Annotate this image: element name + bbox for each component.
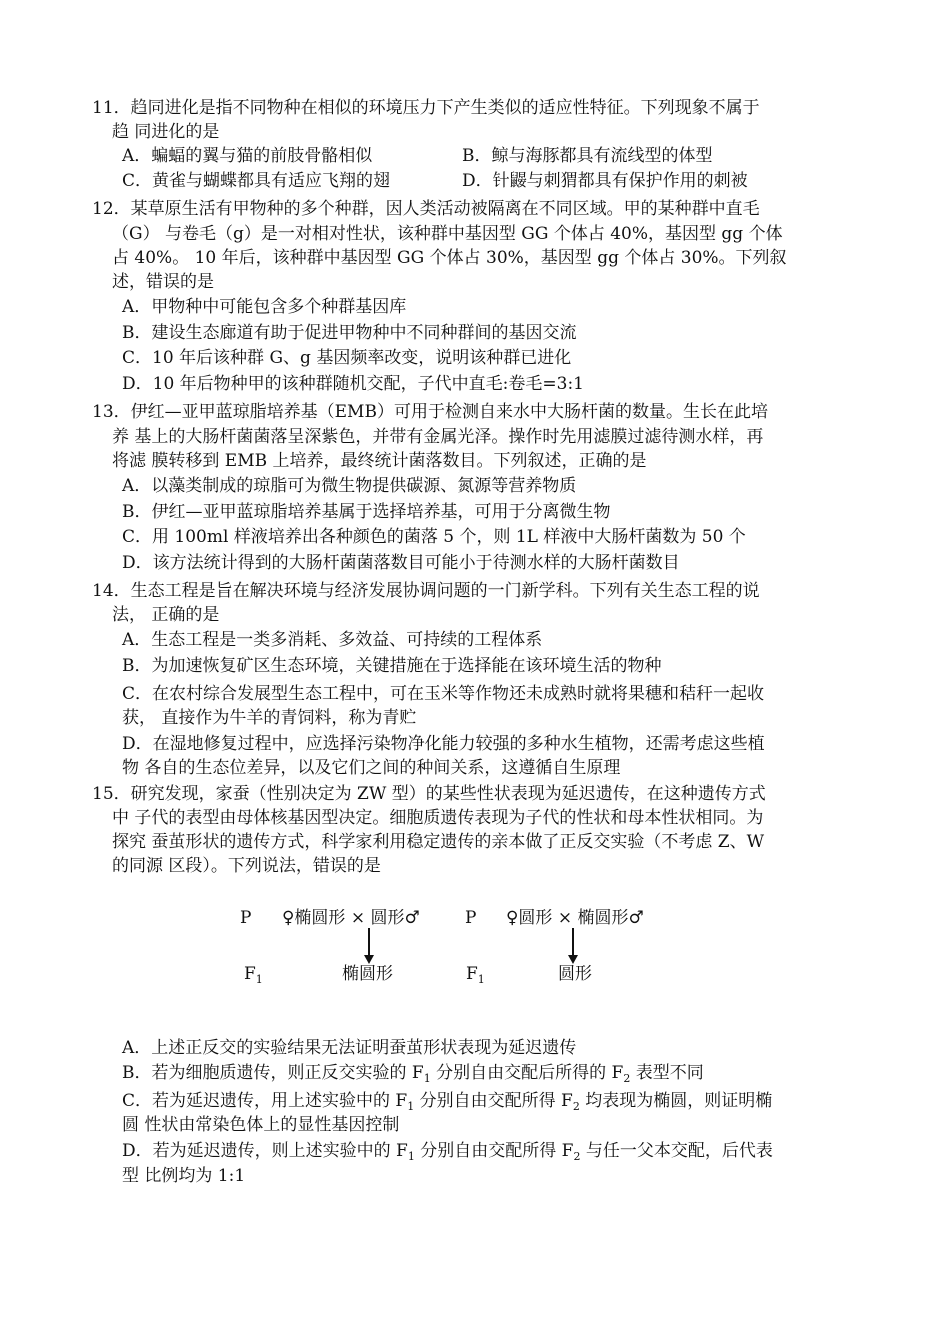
q14-option-c-line2: 获， 直接作为牛羊的青饲料，称为青贮 [122, 708, 417, 728]
cross1-p-label: P [240, 908, 252, 928]
cross-diagram [240, 900, 680, 996]
q12-stem-line2: （G） 与卷毛（g）是一对相对性状，该种群中基因型 GG 个体占 40%，基因型 gg 个体 [112, 224, 783, 244]
cross1-f1-label: $F_1$ [244, 964, 263, 986]
q15-option-b: B．若为细胞质遗传，则正反交实验的 $F_1$ 分别自由交配后所得的 $F_2$ 表型不同 [122, 1063, 704, 1085]
cross2-parents: ♀圆形 × 椭圆形♂ [506, 908, 644, 928]
cross1-f1-result: 椭圆形 [342, 964, 393, 984]
q11-option-c: C．黄雀与蝴蝶都具有适应飞翔的翅 [122, 171, 391, 191]
q13-stem-line2: 养 基上的大肠杆菌菌落呈深紫色，并带有金属光泽。操作时先用滤膜过滤待测水样，再 [112, 427, 764, 447]
q15-stem-line1: 15．研究发现，家蚕（性别决定为 ZW 型）的某些性状表现为延迟遗传，在这种遗传方式 [92, 784, 766, 804]
q13-option-b: B．伊红—亚甲蓝琼脂培养基属于选择培养基，可用于分离微生物 [122, 502, 611, 522]
q11-stem-line2: 趋 同进化的是 [112, 122, 220, 142]
q12-option-a: A．甲物种中可能包含多个种群基因库 [122, 297, 407, 317]
q13-option-c: C．用 100ml 样液培养出各种颜色的菌落 5 个，则 1L 样液中大肠杆菌数为 50 个 [122, 527, 746, 547]
q12-option-c: C．10 年后该种群 G、g 基因频率改变，说明该种群已进化 [122, 348, 572, 368]
q14-option-d-line2: 物 各自的生态位差异，以及它们之间的种间关系，这遵循自生原理 [122, 758, 621, 778]
q14-stem-line2: 法， 正确的是 [112, 605, 220, 625]
q11-stem-line1: 11．趋同进化是指不同物种在相似的环境压力下产生类似的适应性特征。下列现象不属于 [92, 98, 760, 118]
q15-option-c-line2: 圆 性状由常染色体上的显性基因控制 [122, 1115, 400, 1135]
q11-option-b: B．鲸与海豚都具有流线型的体型 [462, 146, 713, 166]
q13-option-a: A．以藻类制成的琼脂可为微生物提供碳源、氮源等营养物质 [122, 476, 577, 496]
q14-option-d-line1: D．在湿地修复过程中，应选择污染物净化能力较强的多种水生植物，还需考虑这些植 [122, 734, 765, 754]
q15-option-c-line1: C．若为延迟遗传，用上述实验中的 $F_1$ 分别自由交配所得 $F_2$ 均表现为椭圆，则证明椭 [122, 1091, 773, 1113]
q12-option-d: D．10 年后物种甲的该种群随机交配，子代中直毛:卷毛=3:1 [122, 374, 584, 394]
q15-option-a: A．上述正反交的实验结果无法证明蚕茧形状表现为延迟遗传 [122, 1038, 577, 1058]
q15-option-d-line1: D．若为延迟遗传，则上述实验中的 $F_1$ 分别自由交配所得 $F_2$ 与任一父本交配，后代表 [122, 1141, 773, 1163]
q15-option-d-line2: 型 比例均为 1:1 [122, 1166, 246, 1186]
cross2-arrow [572, 928, 574, 956]
cross2-p-label: P [465, 908, 477, 928]
q13-stem-line3: 将滤 膜转移到 EMB 上培养，最终统计菌落数目。下列叙述，正确的是 [112, 451, 647, 471]
q12-stem-line1: 12．某草原生活有甲物种的多个种群，因人类活动被隔离在不同区域。甲的某种群中直毛 [92, 199, 760, 219]
q13-option-d: D．该方法统计得到的大肠杆菌菌落数目可能小于待测水样的大肠杆菌数目 [122, 553, 680, 573]
cross2-f1-result: 圆形 [558, 964, 592, 984]
q12-option-b: B．建设生态廊道有助于促进甲物种中不同种群间的基因交流 [122, 323, 577, 343]
q11-option-a: A．蝙蝠的翼与猫的前肢骨骼相似 [122, 146, 373, 166]
q15-stem-line4: 的同源 区段）。下列说法，错误的是 [112, 856, 381, 876]
cross1-parents: ♀椭圆形 × 圆形♂ [282, 908, 420, 928]
q14-option-b: B．为加速恢复矿区生态环境，关键措施在于选择能在该环境生活的物种 [122, 656, 662, 676]
cross1-arrow [368, 928, 370, 956]
q14-option-c-line1: C．在农村综合发展型生态工程中，可在玉米等作物还未成熟时就将果穗和秸秆一起收 [122, 684, 765, 704]
q13-stem-line1: 13．伊红—亚甲蓝琼脂培养基（EMB）可用于检测自来水中大肠杆菌的数量。生长在此培 [92, 402, 768, 422]
q14-stem-line1: 14．生态工程是旨在解决环境与经济发展协调问题的一门新学科。下列有关生态工程的说 [92, 581, 760, 601]
cross2-f1-label: $F_1$ [466, 964, 485, 986]
q12-stem-line3: 占 40%。 10 年后，该种群中基因型 GG 个体占 30%，基因型 gg 个体占 30%。下列叙 [112, 248, 787, 268]
q14-option-a: A．生态工程是一类多消耗、多效益、可持续的工程体系 [122, 630, 543, 650]
q15-stem-line3: 探究 蚕茧形状的遗传方式，科学家利用稳定遗传的亲本做了正反交实验（不考虑 Z、W [112, 832, 765, 852]
q11-option-d: D．针鼹与刺猬都具有保护作用的刺被 [462, 171, 748, 191]
q12-stem-line4: 述，错误的是 [112, 272, 214, 292]
q15-stem-line2: 中 子代的表型由母体核基因型决定。细胞质遗传表现为子代的性状和母本性状相同。为 [112, 808, 764, 828]
